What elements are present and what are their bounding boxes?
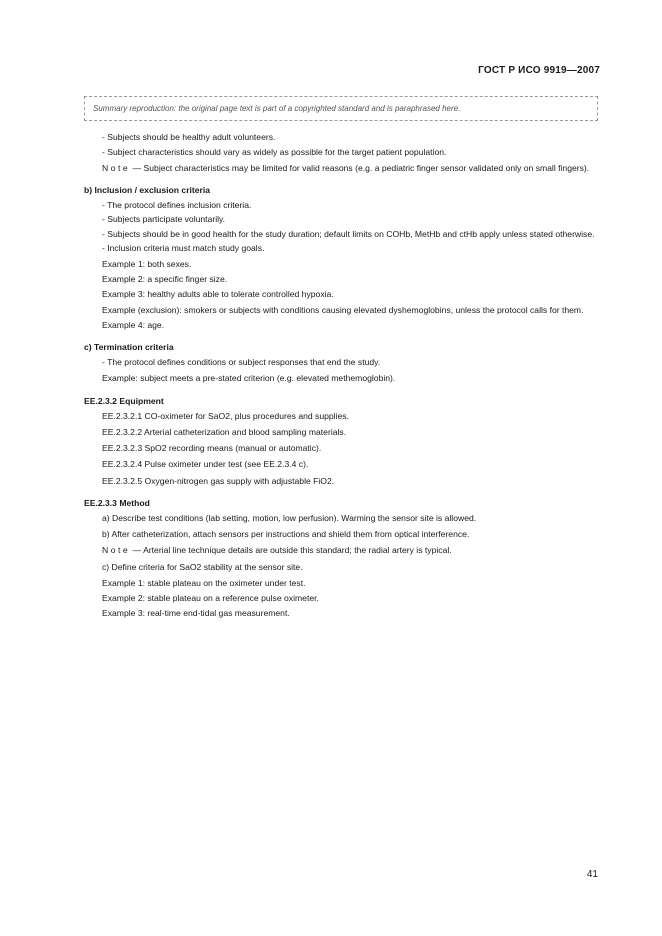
list-item: - Inclusion criteria must match study goals. — [84, 242, 598, 254]
termination-list — [84, 356, 598, 368]
example: Example 1: stable plateau on the oximeter under test. — [102, 577, 306, 588]
page-number: 41 — [586, 868, 598, 880]
note-text: Subject characteristics may be limited for valid reasons (e.g. a pediatric finger sensor validated only on small fingers). — [143, 162, 590, 173]
equipment-section — [84, 395, 598, 487]
inclusion-list — [84, 199, 598, 254]
example: Example 2: a specific finger size. — [102, 274, 228, 285]
method-item: b) After catheterization, attach sensors per instructions and shield them from optical interference. — [102, 529, 470, 540]
example: Example 3: healthy adults able to tolerate controlled hypoxia. — [102, 289, 334, 300]
example: Example 1: both sexes. — [102, 258, 192, 269]
method-section — [84, 497, 598, 620]
list-item: - The protocol defines conditions or subject responses that end the study. — [84, 356, 598, 368]
intro-section — [84, 131, 598, 174]
note: Note — Subject characteristics may be limited for valid reasons (e.g. a pediatric finger sensor validated only on small fingers). — [102, 162, 590, 173]
equipment-item: EE.2.3.2.4 Pulse oximeter under test (see EE.2.3.4 c). — [102, 459, 309, 470]
note-text: Arterial line technique details are outside this standard; the radial artery is typical. — [143, 545, 452, 556]
section-title: EE.2.3.2 Equipment — [84, 395, 164, 406]
note-label: Note — [102, 545, 131, 556]
summary-notice: Summary reproduction: the original page text is part of a copyrighted standard and is paraphrased here. — [84, 96, 598, 121]
example: Example: subject meets a pre-stated criterion (e.g. elevated methemoglobin). — [102, 373, 396, 384]
method-item: c) Define criteria for SaO2 stability at the sensor site. — [102, 561, 303, 572]
method-item: a) Describe test conditions (lab setting, motion, low perfusion). Warming the sensor site is allowed. — [102, 513, 477, 524]
example: Example (exclusion): smokers or subjects with conditions causing elevated dyshemoglobins, unless the protocol calls for them. — [102, 304, 584, 315]
example: Example 3: real-time end-tidal gas measurement. — [102, 608, 290, 619]
list-item: - Subjects participate voluntarily. — [84, 213, 598, 225]
example: Example 2: stable plateau on a reference pulse oximeter. — [102, 593, 319, 604]
section-title: c) Termination criteria — [84, 342, 174, 352]
section-title: EE.2.3.3 Method — [84, 497, 150, 508]
inclusion-section — [84, 184, 598, 331]
equipment-item: EE.2.3.2.2 Arterial catheterization and blood sampling materials. — [102, 427, 347, 438]
list-item: - The protocol defines inclusion criteria. — [84, 199, 598, 211]
section-title: b) Inclusion / exclusion criteria — [84, 184, 211, 195]
equipment-item: EE.2.3.2.1 CO-oximeter for SaO2, plus procedures and supplies. — [102, 410, 349, 421]
termination-section — [84, 341, 598, 385]
note: Note — Arterial line technique details are outside this standard; the radial artery is typical. — [102, 545, 452, 556]
list-item: - Subjects should be in good health for the study duration; default limits on COHb, MetHb and ctHb apply unless stated otherwise. — [84, 228, 598, 240]
list-item: - Subject characteristics should vary as widely as possible for the target patient population. — [84, 146, 598, 158]
list-item: - Subjects should be healthy adult volunteers. — [84, 131, 598, 143]
note-label: Note — [102, 162, 131, 173]
intro-list — [84, 131, 598, 157]
equipment-item: EE.2.3.2.5 Oxygen-nitrogen gas supply with adjustable FiO2. — [102, 475, 335, 486]
example: Example 4: age. — [102, 319, 165, 330]
equipment-item: EE.2.3.2.3 SpO2 recording means (manual or automatic). — [102, 443, 322, 454]
document-header: ГОСТ Р ИСО 9919—2007 — [478, 65, 600, 76]
